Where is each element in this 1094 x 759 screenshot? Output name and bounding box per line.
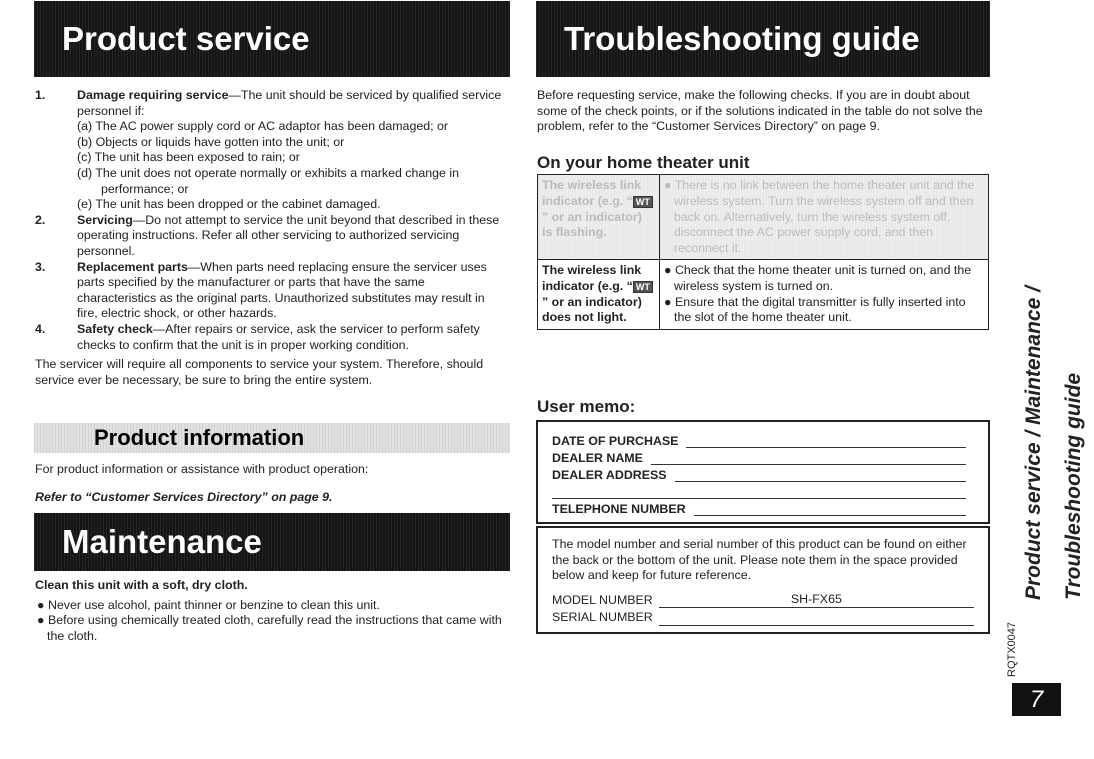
home-unit-heading: On your home theater unit xyxy=(537,152,750,172)
user-memo-title: User memo: xyxy=(537,397,636,416)
service-item-text: —After repairs or service, ask the servicer to perform safety checks to confirm that the unit is in proper working condition. xyxy=(77,321,480,352)
service-item-number: 4. xyxy=(35,321,46,336)
service-sub-item: (d) The unit does not operate normally or exhibits a marked change in performance; or xyxy=(77,165,460,196)
model-number-label: MODEL NUMBER xyxy=(552,592,653,607)
side-section-title: Product service / Maintenance / Troubleshooting guide xyxy=(1022,286,1085,600)
service-item-text: —When parts need replacing ensure the servicer uses parts specified by the manufacturer or parts that have the same characteristics as the original parts. Unauthorized substitutes may result in fire, electric shock, or other hazards. xyxy=(77,259,487,321)
model-number-value: SH-FX65 xyxy=(659,592,974,609)
symptom-text: The wireless link indicator (e.g. “ xyxy=(542,263,642,293)
memo-field-line xyxy=(675,471,966,482)
memo-field xyxy=(552,431,966,448)
maintenance-bullet-text: Before using chemically treated cloth, carefully read the instructions that came with the cloth. xyxy=(47,613,502,643)
troubleshooting-banner xyxy=(536,1,990,77)
bullet-icon: ● xyxy=(664,294,675,309)
service-item-number: 3. xyxy=(35,259,46,274)
maintenance-banner xyxy=(34,513,510,571)
service-list-item xyxy=(35,322,507,353)
product-service-title: Product service xyxy=(62,20,310,57)
service-item-term: Replacement parts xyxy=(77,259,188,274)
troubleshooting-row xyxy=(538,260,989,329)
product-information-title: Product information xyxy=(94,425,305,450)
troubleshooting-intro: Before requesting service, make the following checks. If you are in doubt about some of the check points, or if the solutions indicated in the table do not solve the problem, refer to the “Customer Services Directory” on page 9. xyxy=(537,88,983,134)
remedy-cell xyxy=(660,175,989,260)
memo-field xyxy=(552,448,966,465)
memo-extra-line xyxy=(552,482,966,499)
product-info-text: For product information or assistance with product operation: xyxy=(35,462,369,476)
page-number: 7 xyxy=(1012,683,1061,716)
product-information-banner xyxy=(34,423,510,453)
memo-field-line xyxy=(694,505,966,516)
service-list-item xyxy=(35,88,507,213)
remedy-text: Ensure that the digital transmitter is fully inserted into the slot of the home theater unit. xyxy=(674,294,966,325)
service-item-term: Safety check xyxy=(77,321,153,336)
remedy xyxy=(664,295,984,326)
maintenance-bullet-text: Never use alcohol, paint thinner or benzine to clean this unit. xyxy=(47,597,380,612)
maintenance-bullet xyxy=(35,613,507,644)
maintenance-section xyxy=(35,578,507,644)
maintenance-heading: Clean this unit with a soft, dry cloth. xyxy=(35,578,248,592)
symptom-cell xyxy=(538,260,660,329)
service-sub-item: (c) The unit has been exposed to rain; or xyxy=(77,150,300,165)
service-sub-item: (b) Objects or liquids have gotten into the unit; or xyxy=(77,134,345,149)
serial-info-note: The model number and serial number of this product can be found on either the back or the bottom of the unit. Please note them in the space provided below and keep for future reference. xyxy=(552,537,967,583)
service-sub-list xyxy=(77,119,507,213)
remedy-text: Check that the home theater unit is turned on, and the wireless system is turned on. xyxy=(674,263,972,293)
model-number-row xyxy=(552,592,974,609)
memo-field-line xyxy=(686,437,966,448)
service-note: The servicer will require all components to service your system. Therefore, should service ever be necessary, be sure to bring the entire system. xyxy=(35,357,484,387)
troubleshooting-row xyxy=(538,175,989,260)
serial-number-row xyxy=(552,610,974,626)
bullet-icon: ● xyxy=(664,263,675,278)
troubleshooting-table xyxy=(537,174,989,329)
memo-field-line xyxy=(651,454,966,465)
bullet-icon: ● xyxy=(664,178,675,193)
service-list xyxy=(35,88,507,353)
remedy-text: There is no link between the home theater unit and the wireless system. Turn the wireless system off and then back on. Alternatively, turn the wireless system off, disconnect the AC power supply cord, and then reconnect it. xyxy=(674,178,975,255)
symptom-text-end: ” or an indicator) is flashing. xyxy=(542,209,642,240)
memo-field-label: TELEPHONE NUMBER xyxy=(552,502,686,516)
memo-field xyxy=(552,499,966,516)
service-sub-item: (a) The AC power supply cord or AC adaptor has been damaged; or xyxy=(77,119,449,134)
document-code: RQTX0047 xyxy=(1006,621,1018,677)
remedy xyxy=(664,178,984,256)
troubleshooting-title: Troubleshooting guide xyxy=(564,20,920,57)
wireless-indicator-icon: WT xyxy=(633,196,653,208)
bullet-icon: ● xyxy=(37,613,48,628)
maintenance-bullets xyxy=(35,598,507,645)
service-list-item xyxy=(35,213,507,260)
symptom-text: The wireless link indicator (e.g. “ xyxy=(542,178,642,208)
symptom-text-end: ” or an indicator) does not light. xyxy=(542,294,642,325)
memo-field-line xyxy=(552,488,966,499)
user-memo-box xyxy=(536,420,990,524)
remedy-cell xyxy=(660,260,989,329)
user-memo-heading xyxy=(537,397,635,417)
bullet-icon: ● xyxy=(37,597,48,612)
memo-field xyxy=(552,465,966,482)
serial-number-line xyxy=(659,613,974,626)
wireless-indicator-icon: WT xyxy=(633,281,653,293)
maintenance-bullet xyxy=(35,598,507,614)
service-list-item xyxy=(35,260,507,322)
service-item-text: —The unit should be serviced by qualified service personnel if: xyxy=(77,88,502,118)
product-service-banner xyxy=(34,1,510,77)
memo-field-label: DATE OF PURCHASE xyxy=(552,434,679,448)
service-item-number: 2. xyxy=(35,212,46,227)
memo-field-label: DEALER ADDRESS xyxy=(552,468,667,482)
serial-number-label: SERIAL NUMBER xyxy=(552,610,653,625)
memo-field-label: DEALER NAME xyxy=(552,451,643,465)
product-service-section xyxy=(35,88,507,388)
service-item-number: 1. xyxy=(35,88,46,102)
maintenance-title: Maintenance xyxy=(62,523,262,560)
service-sub-item: (e) The unit has been dropped or the cabinet damaged. xyxy=(77,197,381,212)
remedy xyxy=(664,263,984,294)
service-item-text: —Do not attempt to service the unit beyond that described in these operating instructions. Refer all other servicing to authorized servicing personnel. xyxy=(77,212,500,258)
product-info-reference: Refer to “Customer Services Directory” on page 9. xyxy=(35,490,333,504)
serial-info-box xyxy=(536,526,990,634)
service-item-term: Damage requiring service xyxy=(77,88,229,102)
symptom-cell xyxy=(538,175,660,260)
service-item-term: Servicing xyxy=(77,212,133,227)
troubleshooting-section xyxy=(537,88,989,330)
